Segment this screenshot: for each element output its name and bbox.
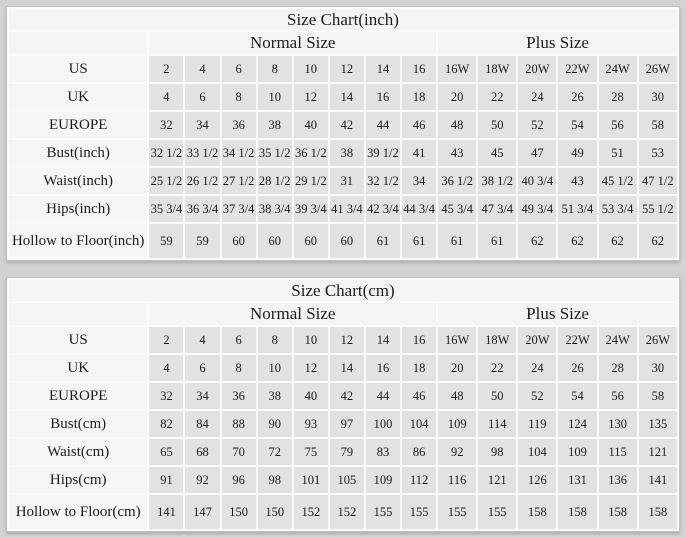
- table-row: [9, 168, 677, 194]
- normal-size-header: Normal Size: [149, 32, 436, 54]
- size-value-cell: 47 1/2: [639, 168, 677, 194]
- size-value-cell: 141: [639, 467, 677, 493]
- size-value-cell: 16W: [438, 56, 476, 82]
- size-value-cell: 97: [330, 411, 364, 437]
- size-value-cell: 20: [438, 84, 476, 110]
- size-value-cell: 155: [366, 495, 400, 529]
- size-value-cell: 36: [222, 383, 256, 409]
- size-value-cell: 32 1/2: [366, 168, 400, 194]
- size-value-cell: 2: [149, 56, 183, 82]
- size-value-cell: 18W: [478, 327, 516, 353]
- size-value-cell: 100: [366, 411, 400, 437]
- size-value-cell: 8: [258, 327, 292, 353]
- size-value-cell: 98: [258, 467, 292, 493]
- size-value-cell: 49 3/4: [518, 196, 556, 222]
- size-value-cell: 14: [366, 327, 400, 353]
- row-label: Waist(inch): [9, 168, 147, 194]
- size-value-cell: 51 3/4: [558, 196, 596, 222]
- size-value-cell: 62: [639, 224, 677, 258]
- size-value-cell: 4: [185, 327, 219, 353]
- size-value-cell: 6: [185, 84, 219, 110]
- size-value-cell: 58: [639, 112, 677, 138]
- size-value-cell: 109: [438, 411, 476, 437]
- size-value-cell: 42 3/4: [366, 196, 400, 222]
- size-value-cell: 59: [149, 224, 183, 258]
- size-value-cell: 35 1/2: [258, 140, 292, 166]
- size-value-cell: 33 1/2: [185, 140, 219, 166]
- size-value-cell: 6: [185, 355, 219, 381]
- size-value-cell: 38: [330, 140, 364, 166]
- size-value-cell: 46: [402, 112, 436, 138]
- size-value-cell: 121: [639, 439, 677, 465]
- size-value-cell: 59: [185, 224, 219, 258]
- table-title: Size Chart(cm): [9, 280, 677, 301]
- size-value-cell: 40 3/4: [518, 168, 556, 194]
- size-value-cell: 37 3/4: [222, 196, 256, 222]
- size-value-cell: 10: [258, 84, 292, 110]
- size-value-cell: 56: [599, 383, 637, 409]
- size-value-cell: 158: [518, 495, 556, 529]
- size-value-cell: 131: [558, 467, 596, 493]
- size-value-cell: 16: [366, 355, 400, 381]
- size-value-cell: 38 3/4: [258, 196, 292, 222]
- size-value-cell: 136: [599, 467, 637, 493]
- table-row: [9, 411, 677, 437]
- size-value-cell: 88: [222, 411, 256, 437]
- size-value-cell: 126: [518, 467, 556, 493]
- size-value-cell: 72: [258, 439, 292, 465]
- size-value-cell: 42: [330, 112, 364, 138]
- size-value-cell: 10: [294, 327, 328, 353]
- size-value-cell: 24: [518, 84, 556, 110]
- size-value-cell: 22: [478, 355, 516, 381]
- size-value-cell: 18: [402, 355, 436, 381]
- size-value-cell: 62: [599, 224, 637, 258]
- size-value-cell: 158: [599, 495, 637, 529]
- size-value-cell: 41: [402, 140, 436, 166]
- table-row: [9, 224, 677, 258]
- size-value-cell: 20W: [518, 56, 556, 82]
- size-value-cell: 92: [185, 467, 219, 493]
- size-value-cell: 96: [222, 467, 256, 493]
- table-row: [9, 84, 677, 110]
- size-value-cell: 27 1/2: [222, 168, 256, 194]
- size-value-cell: 8: [258, 56, 292, 82]
- size-value-cell: 52: [518, 112, 556, 138]
- row-label: US: [9, 56, 147, 82]
- size-value-cell: 36: [222, 112, 256, 138]
- size-value-cell: 10: [258, 355, 292, 381]
- size-value-cell: 12: [330, 327, 364, 353]
- size-chart-inch-table: [6, 6, 680, 261]
- size-value-cell: 40: [294, 112, 328, 138]
- size-value-cell: 18: [402, 84, 436, 110]
- size-value-cell: 44 3/4: [402, 196, 436, 222]
- size-value-cell: 61: [478, 224, 516, 258]
- size-value-cell: 26W: [639, 56, 677, 82]
- size-value-cell: 28 1/2: [258, 168, 292, 194]
- size-value-cell: 47: [518, 140, 556, 166]
- row-label: EUROPE: [9, 383, 147, 409]
- table-row: [9, 56, 677, 82]
- size-value-cell: 109: [366, 467, 400, 493]
- size-value-cell: 34: [402, 168, 436, 194]
- row-label: Hollow to Floor(cm): [9, 495, 147, 529]
- size-value-cell: 58: [639, 383, 677, 409]
- size-value-cell: 65: [149, 439, 183, 465]
- size-value-cell: 50: [478, 383, 516, 409]
- size-value-cell: 45: [478, 140, 516, 166]
- size-value-cell: 86: [402, 439, 436, 465]
- size-value-cell: 51: [599, 140, 637, 166]
- plus-size-header: Plus Size: [438, 303, 677, 325]
- size-value-cell: 42: [330, 383, 364, 409]
- size-value-cell: 121: [478, 467, 516, 493]
- size-value-cell: 32: [149, 112, 183, 138]
- size-value-cell: 6: [222, 56, 256, 82]
- row-label: Hollow to Floor(inch): [9, 224, 147, 258]
- size-value-cell: 50: [478, 112, 516, 138]
- size-value-cell: 49: [558, 140, 596, 166]
- table-row: [9, 439, 677, 465]
- table-row: [9, 140, 677, 166]
- size-chart-cm-table: [6, 277, 680, 532]
- size-value-cell: 60: [330, 224, 364, 258]
- size-value-cell: 105: [330, 467, 364, 493]
- size-value-cell: 26: [558, 355, 596, 381]
- size-value-cell: 16W: [438, 327, 476, 353]
- size-value-cell: 25 1/2: [149, 168, 183, 194]
- size-value-cell: 92: [438, 439, 476, 465]
- size-value-cell: 12: [294, 355, 328, 381]
- size-value-cell: 46: [402, 383, 436, 409]
- table-row: [9, 327, 677, 353]
- size-value-cell: 36 1/2: [294, 140, 328, 166]
- size-value-cell: 4: [185, 56, 219, 82]
- corner-cell: [9, 303, 147, 325]
- normal-size-header: Normal Size: [149, 303, 436, 325]
- size-value-cell: 158: [639, 495, 677, 529]
- size-value-cell: 26: [558, 84, 596, 110]
- size-value-cell: 75: [294, 439, 328, 465]
- size-value-cell: 28: [599, 355, 637, 381]
- row-label: UK: [9, 355, 147, 381]
- size-value-cell: 109: [558, 439, 596, 465]
- size-value-cell: 60: [222, 224, 256, 258]
- table-row: [9, 196, 677, 222]
- table-row: [9, 112, 677, 138]
- row-label: Hips(cm): [9, 467, 147, 493]
- size-value-cell: 38: [258, 112, 292, 138]
- size-value-cell: 52: [518, 383, 556, 409]
- size-value-cell: 55 1/2: [639, 196, 677, 222]
- size-value-cell: 26W: [639, 327, 677, 353]
- size-value-cell: 79: [330, 439, 364, 465]
- size-value-cell: 43: [558, 168, 596, 194]
- size-value-cell: 12: [330, 56, 364, 82]
- size-value-cell: 24W: [599, 56, 637, 82]
- size-value-cell: 150: [222, 495, 256, 529]
- size-value-cell: 60: [294, 224, 328, 258]
- size-value-cell: 68: [185, 439, 219, 465]
- size-value-cell: 104: [518, 439, 556, 465]
- size-value-cell: 112: [402, 467, 436, 493]
- size-value-cell: 47 3/4: [478, 196, 516, 222]
- size-value-cell: 91: [149, 467, 183, 493]
- size-value-cell: 34: [185, 383, 219, 409]
- size-value-cell: 48: [438, 112, 476, 138]
- size-value-cell: 16: [366, 84, 400, 110]
- size-value-cell: 61: [366, 224, 400, 258]
- size-value-cell: 135: [639, 411, 677, 437]
- size-value-cell: 45 3/4: [438, 196, 476, 222]
- size-value-cell: 155: [438, 495, 476, 529]
- size-value-cell: 45 1/2: [599, 168, 637, 194]
- size-value-cell: 30: [639, 355, 677, 381]
- size-value-cell: 16: [402, 56, 436, 82]
- size-value-cell: 130: [599, 411, 637, 437]
- size-value-cell: 124: [558, 411, 596, 437]
- size-value-cell: 16: [402, 327, 436, 353]
- size-value-cell: 30: [639, 84, 677, 110]
- size-value-cell: 38 1/2: [478, 168, 516, 194]
- size-value-cell: 14: [330, 84, 364, 110]
- size-value-cell: 32: [149, 383, 183, 409]
- size-value-cell: 41 3/4: [330, 196, 364, 222]
- size-value-cell: 44: [366, 112, 400, 138]
- size-value-cell: 70: [222, 439, 256, 465]
- size-value-cell: 39 3/4: [294, 196, 328, 222]
- table-title: Size Chart(inch): [9, 9, 677, 30]
- size-value-cell: 104: [402, 411, 436, 437]
- size-value-cell: 116: [438, 467, 476, 493]
- row-label: Bust(inch): [9, 140, 147, 166]
- size-value-cell: 10: [294, 56, 328, 82]
- size-value-cell: 14: [330, 355, 364, 381]
- size-value-cell: 28: [599, 84, 637, 110]
- size-value-cell: 114: [478, 411, 516, 437]
- size-value-cell: 54: [558, 383, 596, 409]
- size-value-cell: 54: [558, 112, 596, 138]
- size-value-cell: 20: [438, 355, 476, 381]
- size-value-cell: 147: [185, 495, 219, 529]
- size-value-cell: 18W: [478, 56, 516, 82]
- size-value-cell: 8: [222, 84, 256, 110]
- size-value-cell: 152: [330, 495, 364, 529]
- size-value-cell: 14: [366, 56, 400, 82]
- table-row: [9, 467, 677, 493]
- size-value-cell: 29 1/2: [294, 168, 328, 194]
- size-value-cell: 141: [149, 495, 183, 529]
- size-value-cell: 36 3/4: [185, 196, 219, 222]
- table-row: [9, 383, 677, 409]
- size-value-cell: 158: [558, 495, 596, 529]
- size-value-cell: 36 1/2: [438, 168, 476, 194]
- size-value-cell: 24W: [599, 327, 637, 353]
- row-label: US: [9, 327, 147, 353]
- size-value-cell: 2: [149, 327, 183, 353]
- size-value-cell: 62: [558, 224, 596, 258]
- row-label: Bust(cm): [9, 411, 147, 437]
- size-value-cell: 22W: [558, 327, 596, 353]
- size-value-cell: 40: [294, 383, 328, 409]
- size-value-cell: 43: [438, 140, 476, 166]
- size-value-cell: 53: [639, 140, 677, 166]
- size-value-cell: 101: [294, 467, 328, 493]
- size-value-cell: 22: [478, 84, 516, 110]
- table-row: [9, 355, 677, 381]
- size-value-cell: 26 1/2: [185, 168, 219, 194]
- size-value-cell: 34: [185, 112, 219, 138]
- size-value-cell: 90: [258, 411, 292, 437]
- size-value-cell: 8: [222, 355, 256, 381]
- size-value-cell: 44: [366, 383, 400, 409]
- size-value-cell: 60: [258, 224, 292, 258]
- size-value-cell: 155: [478, 495, 516, 529]
- size-value-cell: 61: [438, 224, 476, 258]
- corner-cell: [9, 32, 147, 54]
- size-value-cell: 22W: [558, 56, 596, 82]
- size-value-cell: 84: [185, 411, 219, 437]
- size-value-cell: 83: [366, 439, 400, 465]
- table-row: [9, 495, 677, 529]
- size-value-cell: 53 3/4: [599, 196, 637, 222]
- size-value-cell: 152: [294, 495, 328, 529]
- size-value-cell: 39 1/2: [366, 140, 400, 166]
- plus-size-header: Plus Size: [438, 32, 677, 54]
- size-value-cell: 48: [438, 383, 476, 409]
- size-value-cell: 155: [402, 495, 436, 529]
- size-value-cell: 62: [518, 224, 556, 258]
- row-label: UK: [9, 84, 147, 110]
- size-value-cell: 4: [149, 84, 183, 110]
- size-value-cell: 31: [330, 168, 364, 194]
- row-label: Waist(cm): [9, 439, 147, 465]
- size-value-cell: 24: [518, 355, 556, 381]
- row-label: Hips(inch): [9, 196, 147, 222]
- size-value-cell: 119: [518, 411, 556, 437]
- size-value-cell: 34 1/2: [222, 140, 256, 166]
- size-value-cell: 38: [258, 383, 292, 409]
- size-value-cell: 6: [222, 327, 256, 353]
- size-value-cell: 20W: [518, 327, 556, 353]
- size-value-cell: 98: [478, 439, 516, 465]
- size-value-cell: 61: [402, 224, 436, 258]
- size-value-cell: 56: [599, 112, 637, 138]
- size-value-cell: 82: [149, 411, 183, 437]
- size-value-cell: 12: [294, 84, 328, 110]
- size-value-cell: 32 1/2: [149, 140, 183, 166]
- row-label: EUROPE: [9, 112, 147, 138]
- size-value-cell: 93: [294, 411, 328, 437]
- size-value-cell: 4: [149, 355, 183, 381]
- size-value-cell: 115: [599, 439, 637, 465]
- size-value-cell: 35 3/4: [149, 196, 183, 222]
- size-value-cell: 150: [258, 495, 292, 529]
